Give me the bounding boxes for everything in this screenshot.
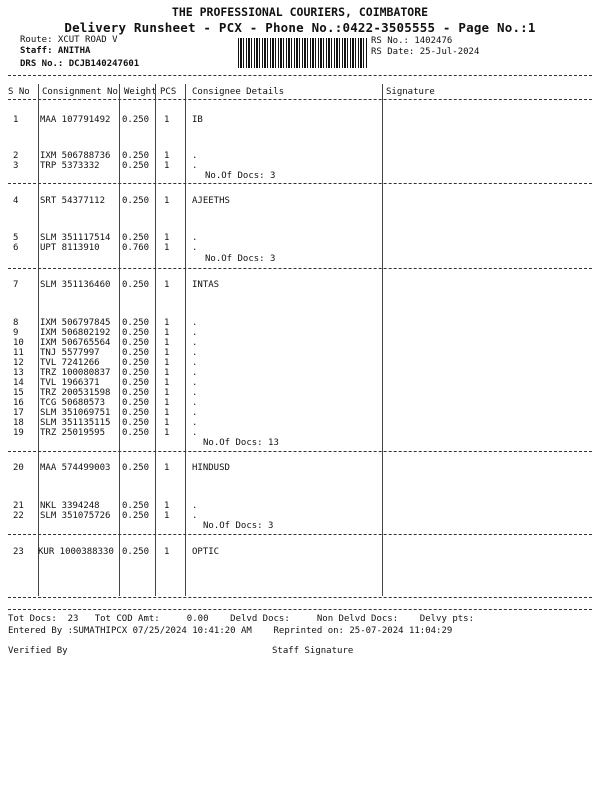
consignee: .	[192, 151, 198, 161]
consignee: .	[192, 378, 198, 388]
sno: 12	[13, 358, 24, 368]
rs-date: RS Date: 25-Jul-2024	[371, 47, 480, 57]
consignee: .	[192, 243, 198, 253]
sno: 22	[13, 511, 24, 521]
totals-line: Tot Docs: 23 Tot COD Amt: 0.00 Delvd Docs: Non Delvd Docs: Delvy pts:	[8, 614, 474, 624]
weight: 0.250	[122, 233, 150, 243]
col-consignment: Consignment No	[42, 87, 118, 97]
consignee: HINDUSD	[192, 463, 230, 473]
pcs: 1	[164, 196, 170, 206]
consignment-no: NKL 3394248	[40, 501, 100, 511]
sno: 11	[13, 348, 24, 358]
weight: 0.250	[122, 398, 150, 408]
pcs: 1	[164, 280, 170, 290]
weight: 0.250	[122, 328, 150, 338]
consignment-no: TRZ 200531598	[40, 388, 111, 398]
consignee: INTAS	[192, 280, 220, 290]
divider	[8, 75, 592, 76]
docs-count: No.Of Docs: 13	[203, 438, 279, 448]
divider	[8, 534, 592, 535]
consignment-no: TNJ 5577997	[40, 348, 100, 358]
consignment-no: SLM 351135115	[40, 418, 111, 428]
table-row	[0, 196, 600, 207]
col-pcs: PCS	[160, 87, 177, 97]
pcs: 1	[164, 233, 170, 243]
consignment-no: TRZ 25019595	[40, 428, 106, 438]
sno: 21	[13, 501, 24, 511]
weight: 0.250	[122, 388, 150, 398]
sno: 20	[13, 463, 24, 473]
table-row	[0, 511, 600, 522]
sno: 5	[13, 233, 19, 243]
weight: 0.250	[122, 348, 150, 358]
rs-number: RS No.: 1402476	[371, 36, 453, 46]
consignment-no: TRP 5373332	[40, 161, 100, 171]
weight: 0.250	[122, 318, 150, 328]
pcs: 1	[164, 338, 170, 348]
pcs: 1	[164, 348, 170, 358]
consignee: .	[192, 161, 198, 171]
consignee: AJEETHS	[192, 196, 230, 206]
consignee: .	[192, 368, 198, 378]
consignee: IB	[192, 115, 203, 125]
consignee: .	[192, 338, 198, 348]
consignee: .	[192, 358, 198, 368]
weight: 0.250	[122, 501, 150, 511]
pcs: 1	[164, 378, 170, 388]
sno: 9	[13, 328, 19, 338]
col-sno: S No	[8, 87, 30, 97]
sno: 10	[13, 338, 24, 348]
sno: 4	[13, 196, 19, 206]
consignment-no: TCG 50680573	[40, 398, 106, 408]
weight: 0.250	[122, 511, 150, 521]
pcs: 1	[164, 428, 170, 438]
barcode	[238, 38, 368, 68]
divider	[8, 183, 592, 184]
col-consignee: Consignee Details	[192, 87, 285, 97]
route-label: Route: XCUT ROAD V	[20, 35, 118, 45]
pcs: 1	[164, 408, 170, 418]
weight: 0.250	[122, 196, 150, 206]
table-row	[0, 161, 600, 172]
weight: 0.250	[122, 547, 150, 557]
weight: 0.250	[122, 428, 150, 438]
consignment-no: SRT 54377112	[40, 196, 106, 206]
sno: 17	[13, 408, 24, 418]
pcs: 1	[164, 318, 170, 328]
consignee: .	[192, 408, 198, 418]
sno: 23	[13, 547, 24, 557]
table-row	[0, 463, 600, 474]
pcs: 1	[164, 115, 170, 125]
pcs: 1	[164, 418, 170, 428]
sno: 16	[13, 398, 24, 408]
consignment-no: IXM 506765564	[40, 338, 111, 348]
consignment-no: SLM 351117514	[40, 233, 111, 243]
verified-by-label: Verified By	[8, 646, 68, 656]
entered-by-line: Entered By :SUMATHIPCX 07/25/2024 10:41:20 AM Reprinted on: 25-07-2024 11:04:29	[8, 626, 453, 636]
staff-signature-label: Staff Signature	[272, 646, 354, 656]
docs-count: No.Of Docs: 3	[203, 521, 274, 531]
weight: 0.250	[122, 358, 150, 368]
sno: 3	[13, 161, 19, 171]
table-row	[0, 115, 600, 126]
consignment-no: SLM 351075726	[40, 511, 111, 521]
consignee: .	[192, 501, 198, 511]
docs-count: No.Of Docs: 3	[205, 254, 276, 264]
docs-count: No.Of Docs: 3	[205, 171, 276, 181]
weight: 0.250	[122, 368, 150, 378]
sno: 19	[13, 428, 24, 438]
weight: 0.250	[122, 338, 150, 348]
sno: 14	[13, 378, 24, 388]
sno: 2	[13, 151, 19, 161]
consignee: .	[192, 398, 198, 408]
pcs: 1	[164, 368, 170, 378]
table-row	[0, 243, 600, 254]
weight: 0.250	[122, 408, 150, 418]
weight: 0.250	[122, 463, 150, 473]
drs-number: DRS No.: DCJB140247601	[20, 59, 140, 69]
sno: 15	[13, 388, 24, 398]
consignment-no: TRZ 100080837	[40, 368, 111, 378]
table-row	[0, 280, 600, 291]
weight: 0.760	[122, 243, 150, 253]
divider	[8, 268, 592, 269]
consignment-no: IXM 506802192	[40, 328, 111, 338]
consignee: .	[192, 418, 198, 428]
weight: 0.250	[122, 161, 150, 171]
divider	[8, 597, 592, 598]
pcs: 1	[164, 358, 170, 368]
weight: 0.250	[122, 418, 150, 428]
consignment-no: IXM 506797845	[40, 318, 111, 328]
sno: 7	[13, 280, 19, 290]
col-signature: Signature	[386, 87, 435, 97]
weight: 0.250	[122, 280, 150, 290]
staff-label: Staff: ANITHA	[20, 46, 91, 56]
consignment-no: MAA 574499003	[40, 463, 111, 473]
consignment-no: UPT 8113910	[40, 243, 100, 253]
consignment-no: TVL 1966371	[40, 378, 100, 388]
pcs: 1	[164, 161, 170, 171]
pcs: 1	[164, 398, 170, 408]
company-title: THE PROFESSIONAL COURIERS, COIMBATORE	[171, 5, 429, 19]
divider	[8, 451, 592, 452]
consignee: .	[192, 388, 198, 398]
consignment-no: TVL 7241266	[40, 358, 100, 368]
consignment-no: SLM 351069751	[40, 408, 111, 418]
sno: 18	[13, 418, 24, 428]
consignment-no: MAA 107791492	[40, 115, 111, 125]
consignment-no: KUR 1000388330	[38, 547, 114, 557]
weight: 0.250	[122, 115, 150, 125]
weight: 0.250	[122, 151, 150, 161]
consignee: .	[192, 511, 198, 521]
pcs: 1	[164, 547, 170, 557]
table-header	[0, 87, 600, 98]
pcs: 1	[164, 463, 170, 473]
sno: 1	[13, 115, 19, 125]
table-row	[0, 428, 600, 439]
col-weight: Weight	[124, 87, 157, 97]
sno: 13	[13, 368, 24, 378]
consignee: OPTIC	[192, 547, 220, 557]
consignee: .	[192, 328, 198, 338]
divider	[8, 609, 592, 610]
weight: 0.250	[122, 378, 150, 388]
sno: 6	[13, 243, 19, 253]
consignment-no: IXM 506788736	[40, 151, 111, 161]
consignee: .	[192, 233, 198, 243]
consignee: .	[192, 428, 198, 438]
pcs: 1	[164, 501, 170, 511]
pcs: 1	[164, 388, 170, 398]
pcs: 1	[164, 243, 170, 253]
runsheet-subtitle: Delivery Runsheet - PCX - Phone No.:0422-3505555 - Page No.:1	[64, 20, 536, 35]
sno: 8	[13, 318, 19, 328]
pcs: 1	[164, 328, 170, 338]
consignment-no: SLM 351136460	[40, 280, 111, 290]
pcs: 1	[164, 151, 170, 161]
table-row	[0, 547, 600, 558]
pcs: 1	[164, 511, 170, 521]
consignee: .	[192, 348, 198, 358]
divider	[8, 99, 592, 100]
consignee: .	[192, 318, 198, 328]
